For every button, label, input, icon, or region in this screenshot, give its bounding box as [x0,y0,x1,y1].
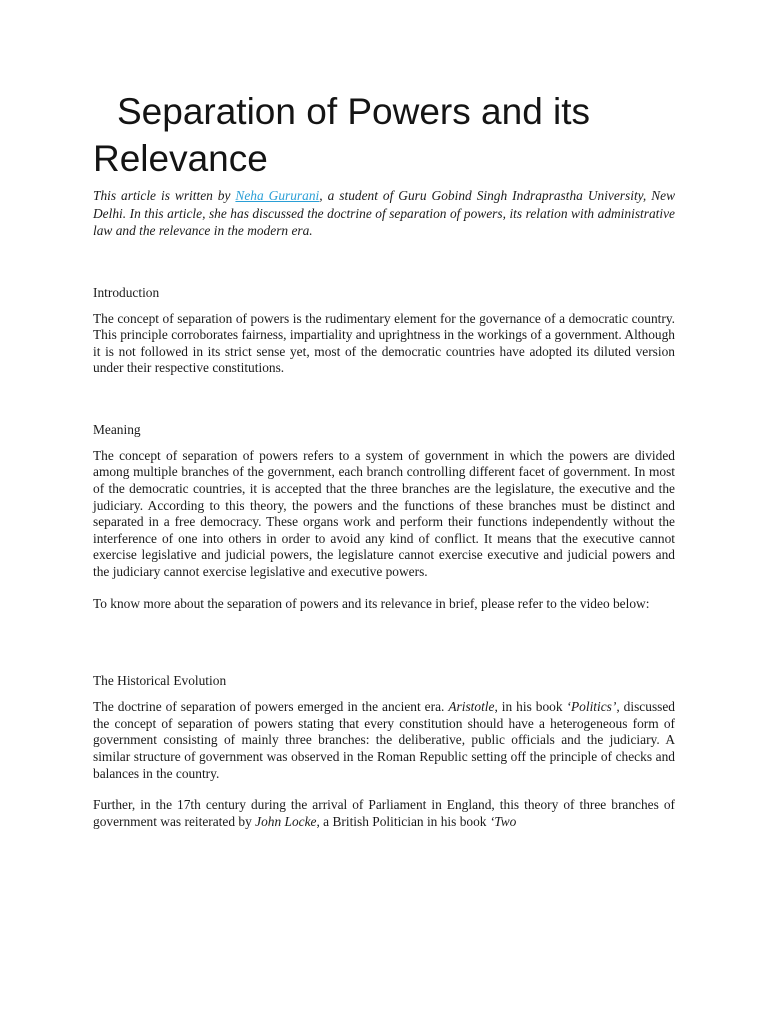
history-p2-text-b: , a British Politician in his book [316,813,490,829]
locke-name: John Locke [255,813,317,829]
document-page [93,88,675,830]
byline-suffix: , a student of Guru Gobind Singh Indraprastha University, New Delhi. In this article, she has discussed the doctrine of separation of powers, its relation with administrative law and the relevance in the modern era. [93,188,675,238]
meaning-paragraph: The concept of separation of powers refers to a system of government in which the powers are divided among multiple branches of the government, each branch controlling different facet of government. In most of the democratic countries, it is accepted that the three branches are the legislature, the executive and the judiciary. According to this theory, the powers and the functions of these branches must be distinct and separated in a free democracy. These organs work and perform their functions independently without the interference of one into others in order to avoid any kind of conflict. It means that the executive cannot exercise legislative and judicial powers, the legislature cannot exercise executive and judicial powers and the judiciary cannot exercise legislative and executive powers. [93,447,675,580]
introduction-paragraph: The concept of separation of powers is the rudimentary element for the governance of a democratic country. This principle corroborates fairness, impartiality and uprightness in the workings of a government. Although it is not followed in its strict sense yet, most of the democratic countries have adopted its diluted version under their respective constitutions. [93,310,675,376]
history-p2-text-a: Further, in the 17th century during the arrival of Parliament in England, this theory of three branches of government was reiterated by [93,797,675,829]
section-heading-history: The Historical Evolution [93,673,227,689]
video-note-paragraph: To know more about the separation of powers and its relevance in brief, please refer to the video below: [93,595,650,611]
history-paragraph-2 [93,797,675,830]
aristotle-name: Aristotle [448,699,495,715]
page-title: Separation of Powers and its Relevance [93,91,591,179]
byline [93,187,675,240]
section-heading-introduction: Introduction [93,284,160,300]
two-treatises-fragment: ‘Two [489,813,517,829]
politics-book-title: ‘Politics’ [566,699,617,715]
history-paragraph-1 [93,699,675,782]
history-p1-text-c: , discussed the concept of separation of powers stating that every constitution should have a heterogeneous form of government consisting of mainly three branches: the deliberative, public officials and the judiciary. A similar structure of government was observed in the Roman Republic setting off the principle of checks and balances in the country. [93,699,676,781]
history-p1-text-a: The doctrine of separation of powers emerged in the ancient era. [93,699,449,715]
byline-prefix: This article is written by [93,188,236,203]
author-link[interactable]: Neha Gururani [235,188,320,203]
section-heading-meaning: Meaning [93,421,141,437]
history-p1-text-b: , in his book [494,699,567,715]
